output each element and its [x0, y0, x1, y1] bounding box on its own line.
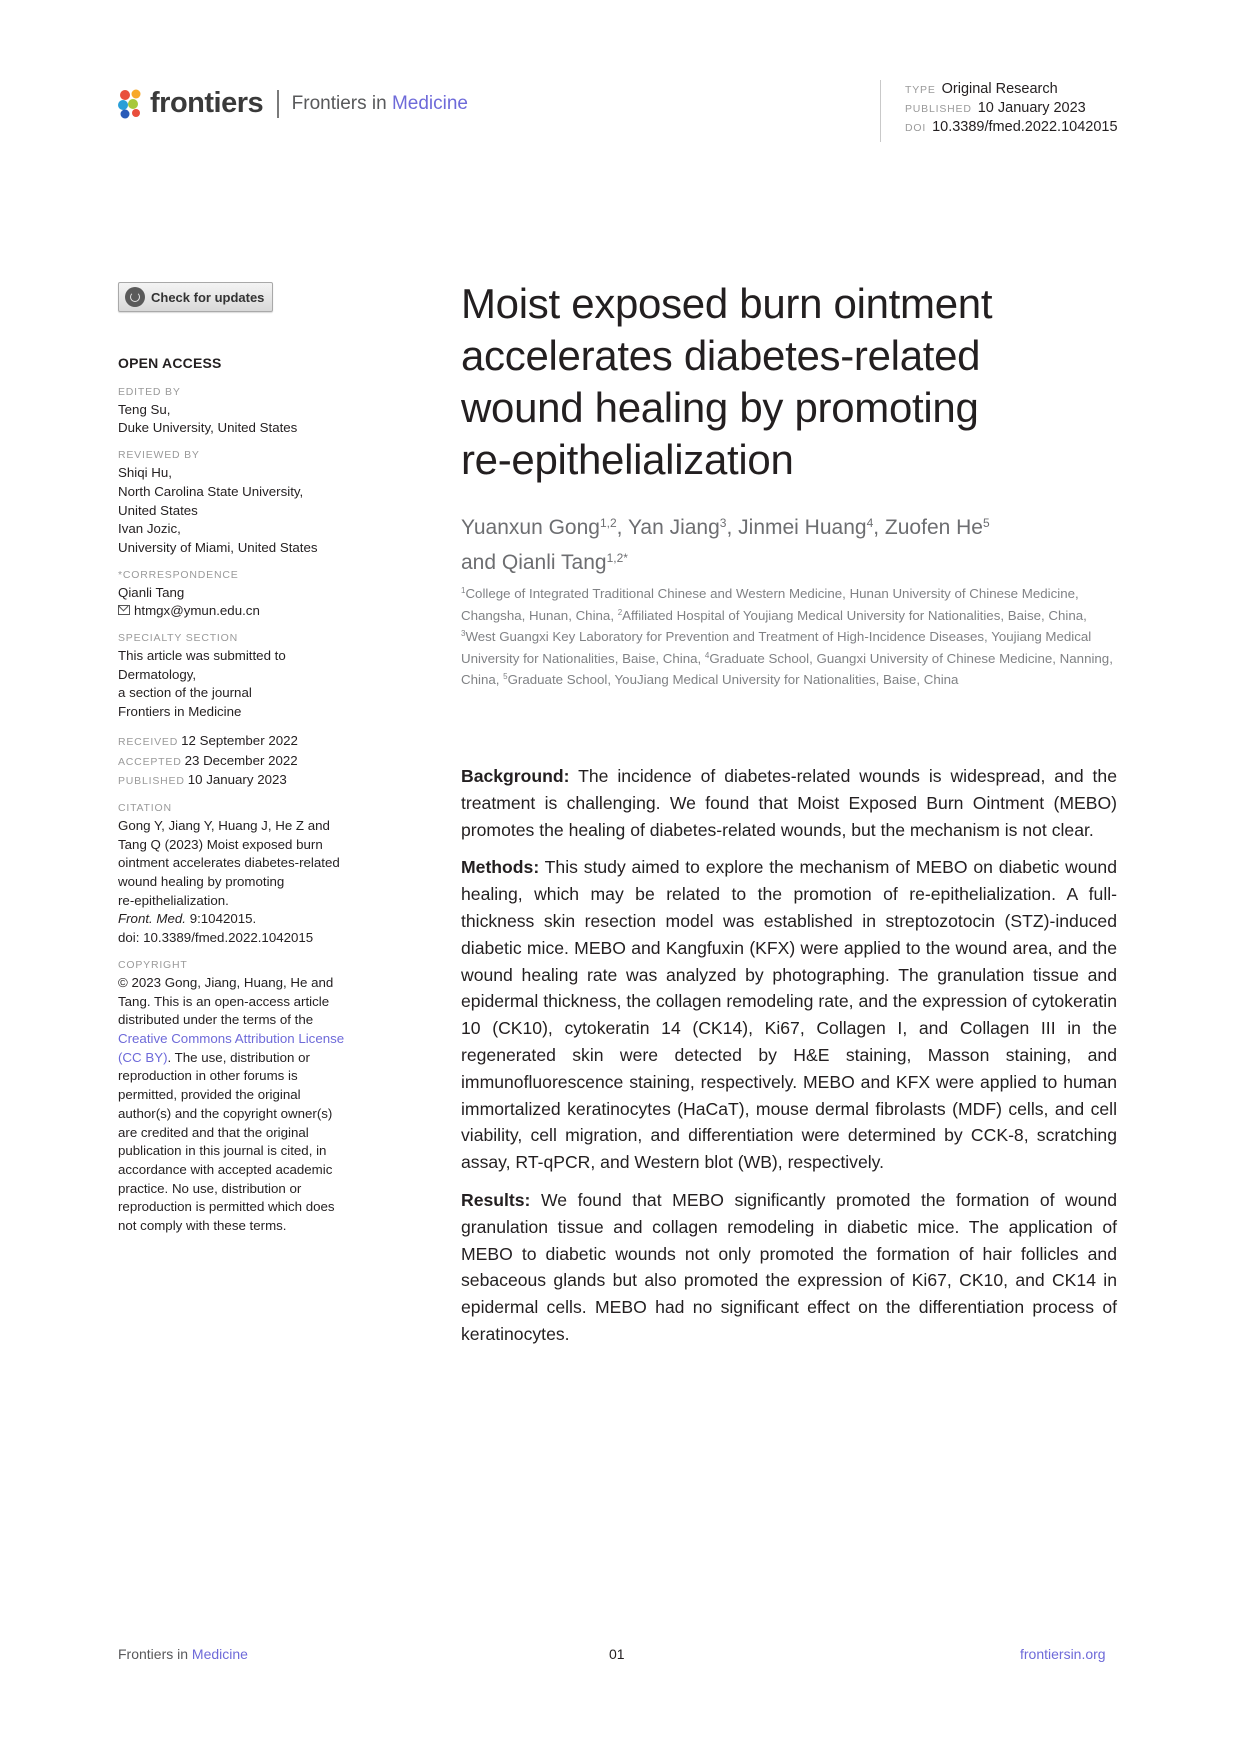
page-number: 01	[609, 1646, 625, 1662]
abstract-methods	[461, 854, 1117, 1176]
license-link[interactable]: Creative Commons Attribution License	[118, 1030, 345, 1046]
copyright-section	[118, 958, 386, 1236]
article-title	[461, 278, 1121, 486]
affiliation-text: Graduate School, Guangxi University of Chinese Medicine, Nanning, China,	[461, 650, 1113, 688]
correspondence-section	[118, 568, 386, 621]
specialty-line: a section of the journal	[118, 685, 252, 701]
abstract-background	[461, 763, 1117, 843]
published-value: 10 January 2023	[187, 772, 287, 788]
affiliation-sup: 4	[704, 650, 710, 660]
reviewer-line: Ivan Jozic,	[118, 521, 181, 537]
copyright-line: publication in this journal is cited, in	[118, 1143, 327, 1159]
edited-by-section	[118, 385, 386, 438]
title-line: Moist exposed burn ointment	[461, 280, 993, 327]
meta-type	[905, 80, 1118, 99]
specialty-line: Dermatology,	[118, 666, 197, 682]
journal-title: Medicine	[391, 92, 468, 114]
copyright-line: accordance with accepted academic	[118, 1161, 333, 1177]
editor-affiliation: Duke University, United States	[118, 420, 298, 436]
citation-label: CITATION	[118, 801, 172, 814]
received-date	[118, 732, 386, 752]
affiliations	[461, 582, 1121, 690]
author[interactable]	[461, 516, 617, 539]
frontiers-logo[interactable]	[117, 87, 468, 120]
reviewer-line: United States	[118, 502, 198, 518]
copyright-line: are credited and that the original	[118, 1124, 309, 1140]
frontiers-wordmark: frontiers	[150, 87, 264, 119]
citation-line: re-epithelialization.	[118, 892, 229, 908]
received-value: 12 September 2022	[181, 732, 298, 748]
specialty-label: SPECIALTY SECTION	[118, 632, 238, 645]
abstract-text: We found that MEBO significantly promoted the formation of wound granulation tissue and collagen remodeling in diabetic mice. The application of MEBO to diabetic wounds not only promoted the formation of hair follicles and sebaceous glands but also promoted the expression of Ki67, CK10, and CK14 in epidermal cells. MEBO had no significant effect on the differentiation process of keratinocytes.	[461, 1189, 1117, 1344]
journal-name	[292, 93, 468, 115]
copyright-line: reproduction in other forums is	[118, 1068, 298, 1084]
license-link-abbrev[interactable]: (CC BY)	[118, 1049, 168, 1065]
citation-line: ointment accelerates diabetes-related	[118, 855, 340, 871]
title-line: accelerates diabetes-related	[461, 332, 981, 379]
author-name: and Qianli Tang	[461, 551, 607, 574]
meta-doi-value[interactable]: 10.3389/fmed.2022.1042015	[932, 119, 1118, 135]
editor-name: Teng Su,	[118, 401, 171, 417]
logo-divider	[277, 90, 279, 118]
author-separator: ,	[616, 516, 628, 539]
footer-journal	[118, 1646, 248, 1662]
citation-line: Tang Q (2023) Moist exposed burn	[118, 836, 323, 852]
author-name: Zuofen He	[884, 516, 983, 539]
affiliation-sup: 2	[617, 607, 623, 617]
reviewed-by-section	[118, 448, 386, 558]
specialty-section	[118, 631, 386, 722]
abstract-text: The incidence of diabetes-related wounds is widespread, and the treatment is challenging. We found that Moist Exposed Burn Ointment (MEBO) promotes the healing of diabetes-related wounds, but the mechanism is not clear.	[461, 766, 1117, 840]
author-affil-sup: 1,2*	[606, 551, 628, 565]
citation-doi[interactable]: doi: 10.3389/fmed.2022.1042015	[118, 930, 314, 946]
specialty-line: Frontiers in Medicine	[118, 704, 242, 720]
author[interactable]	[738, 516, 873, 539]
affiliation-sup: 1	[461, 586, 466, 595]
reviewer-line: University of Miami, United States	[118, 539, 318, 555]
author[interactable]	[885, 516, 990, 539]
abstract-heading: Background:	[461, 766, 570, 786]
footer-journal-prefix: Frontiers in	[118, 1646, 189, 1662]
copyright-line: practice. No use, distribution or	[118, 1180, 302, 1196]
author[interactable]	[628, 516, 727, 539]
journal-prefix: Frontiers in	[291, 92, 387, 114]
correspondent-name: Qianli Tang	[118, 584, 185, 600]
meta-type-value: Original Research	[941, 81, 1058, 97]
refresh-icon	[125, 287, 145, 307]
copyright-line	[118, 1049, 386, 1068]
open-access-label: OPEN ACCESS	[118, 355, 222, 371]
copyright-label: COPYRIGHT	[118, 958, 188, 971]
specialty-line: This article was submitted to	[118, 648, 286, 664]
published-label: PUBLISHED	[118, 775, 185, 788]
abstract-text: This study aimed to explore the mechanism of MEBO on diabetic wound healing, which may be related to the promotion of re-epithelialization. A full-thickness skin resection model was established in streptozotocin (STZ)-induced diabetic mice. MEBO and Kangfuxin (KFX) were applied to the wound area, and the wound healing rate was analyzed by photographing. The granulation tissue and epidermal thickness, the collagen remodeling rate, and the expression of cytokeratin 10 (CK10), cytokeratin 14 (CK14), Ki67, Collagen I, and Collagen III in the regenerated skin were detected by H&E staining, Masson staining, and immunofluorescence staining, respectively. MEBO and KFX were applied to human immortalized keratinocytes (HaCaT), mouse dermal fibrolasts (MDF) cells, and cell viability, cell migration, and differentiation were determined by CCK-8, scratching assay, RT-qPCR, and Western blot (WB), respectively.	[461, 857, 1117, 1173]
author-name: Yan Jiang	[627, 516, 720, 539]
meta-doi-label: DOI	[905, 122, 927, 134]
meta-published-label: PUBLISHED	[905, 103, 972, 115]
check-for-updates-label: Check for updates	[151, 289, 265, 305]
meta-type-label: TYPE	[905, 84, 936, 96]
citation-journal-line	[118, 910, 386, 929]
copyright-line: distributed under the terms of the	[118, 1012, 314, 1028]
title-line: wound healing by promoting	[461, 384, 979, 431]
affiliation-sup: 5	[503, 672, 508, 682]
check-for-updates-button[interactable]	[118, 282, 273, 312]
copyright-text: . The use, distribution or	[167, 1049, 310, 1065]
article-meta	[880, 80, 1118, 142]
author-separator: ,	[873, 516, 885, 539]
mail-icon	[118, 605, 130, 615]
copyright-line: Tang. This is an open-access article	[118, 993, 330, 1009]
author-list	[461, 508, 1121, 578]
accepted-date	[118, 752, 386, 772]
sidebar	[118, 354, 386, 1246]
copyright-line: reproduction is permitted which does	[118, 1199, 335, 1215]
abstract-heading: Methods:	[461, 857, 540, 878]
author-separator: ,	[726, 516, 739, 539]
meta-published-value: 10 January 2023	[977, 100, 1086, 116]
edited-by-label: EDITED BY	[118, 385, 181, 398]
citation-line: Gong Y, Jiang Y, Huang J, He Z and	[118, 817, 330, 833]
published-date	[118, 771, 386, 791]
author-affil-sup: 4	[866, 516, 874, 530]
reviewer-line: Shiqi Hu,	[118, 465, 172, 481]
frontiers-logo-icon	[117, 89, 145, 119]
meta-published	[905, 99, 1118, 118]
received-label: RECEIVED	[118, 735, 179, 748]
correspondent-email[interactable]: htmgx@ymun.edu.cn	[134, 603, 260, 619]
reviewer-line: North Carolina State University,	[118, 483, 304, 499]
citation-line: wound healing by promoting	[118, 874, 285, 890]
abstract	[461, 763, 1117, 1359]
citation-journal: Front. Med.	[118, 911, 186, 927]
copyright-line: author(s) and the copyright owner(s)	[118, 1105, 333, 1121]
author-name: Jinmei Huang	[738, 516, 867, 539]
reviewed-by-label: REVIEWED BY	[118, 449, 200, 462]
dates-section	[118, 732, 386, 791]
author-affil-sup: 5	[982, 516, 990, 530]
affiliation-text: Graduate School, YouJiang Medical University for Nationalities, Baise, China	[507, 672, 959, 688]
accepted-label: ACCEPTED	[118, 755, 182, 768]
copyright-line: © 2023 Gong, Jiang, Huang, He and	[118, 974, 334, 990]
footer-site-link[interactable]: frontiersin.org	[1020, 1646, 1106, 1662]
accepted-value: 23 December 2022	[184, 752, 298, 768]
citation-volume: 9:1042015.	[189, 911, 257, 927]
author-affil-sup: 1,2	[599, 516, 617, 530]
abstract-results	[461, 1187, 1117, 1348]
affiliation-text: West Guangxi Key Laboratory for Prevention and Treatment of High-Incidence Diseases, Youjiang Medical University for Nationalities, Baise, China,	[461, 629, 1092, 666]
meta-doi	[905, 118, 1118, 137]
title-line: re-epithelialization	[461, 436, 794, 483]
author-name: Yuanxun Gong	[461, 516, 600, 539]
affiliation-text: Affiliated Hospital of Youjiang Medical University for Nationalities, Baise, China,	[622, 607, 1087, 623]
abstract-heading: Results:	[461, 1189, 531, 1210]
affiliation-sup: 3	[461, 629, 466, 639]
citation-section	[118, 801, 386, 948]
correspondence-label: *CORRESPONDENCE	[118, 568, 239, 581]
correspondent-email-line	[118, 602, 386, 621]
author-affil-sup: 3	[719, 516, 727, 530]
footer-journal-name: Medicine	[191, 1646, 248, 1662]
author[interactable]	[461, 551, 628, 574]
copyright-line: not comply with these terms.	[118, 1218, 287, 1234]
affiliation-text: College of Integrated Traditional Chinese and Western Medicine, Hunan University of Chinese Medicine, Changsha, Hunan, China,	[461, 586, 1079, 623]
copyright-line: permitted, provided the original	[118, 1087, 301, 1103]
